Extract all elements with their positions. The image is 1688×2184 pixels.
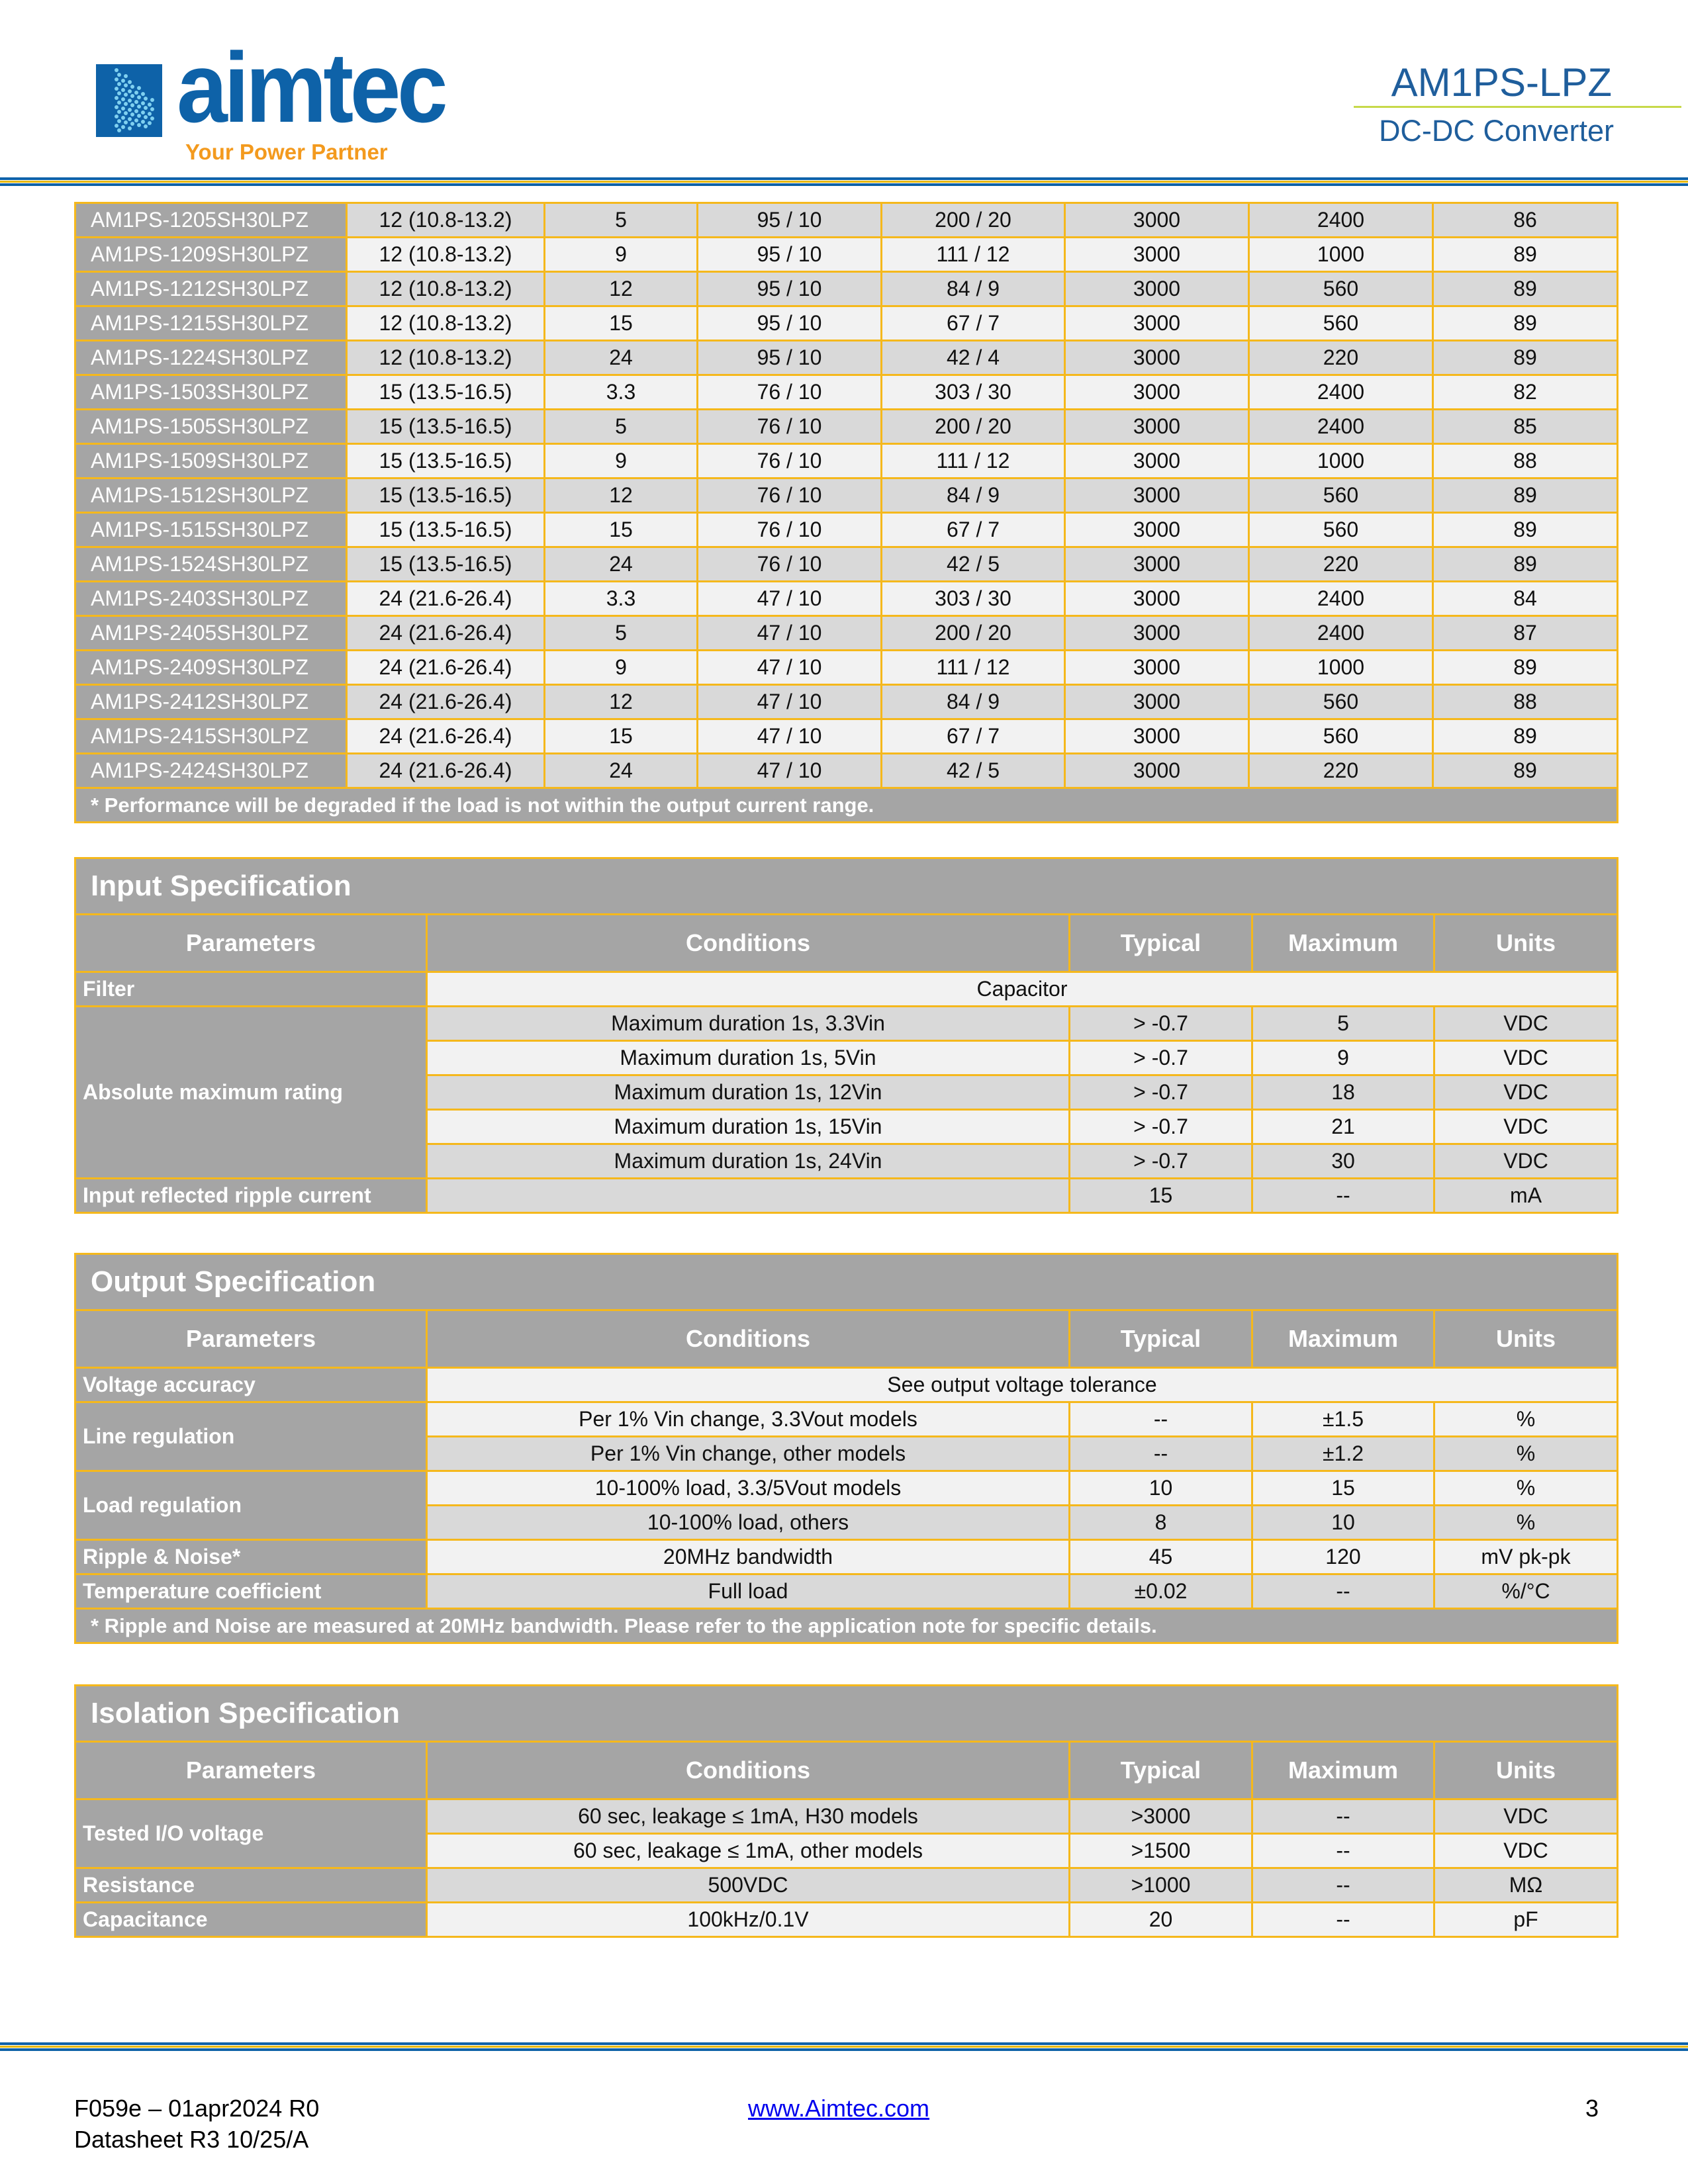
- table-row: [75, 616, 1618, 651]
- column-header: Units: [1434, 1742, 1618, 1799]
- units-cell: pF: [1434, 1903, 1618, 1937]
- parameter-label: Resistance: [75, 1868, 427, 1903]
- model-number-cell: AM1PS-1503SH30LPZ: [75, 375, 347, 410]
- column-header: Parameters: [75, 1742, 427, 1799]
- units-cell: %: [1434, 1506, 1618, 1540]
- table-cell: 12: [545, 272, 698, 306]
- maximum-cell: 21: [1252, 1110, 1434, 1144]
- units-cell: VDC: [1434, 1799, 1618, 1834]
- table-cell: 3000: [1065, 513, 1249, 547]
- table-cell: 3000: [1065, 375, 1249, 410]
- condition-cell: Full load: [427, 1574, 1070, 1609]
- typical-cell: 20: [1070, 1903, 1252, 1937]
- spec-value: See output voltage tolerance: [427, 1368, 1618, 1402]
- table-cell: 2400: [1249, 203, 1433, 238]
- table-cell: 3000: [1065, 341, 1249, 375]
- table-cell: 3000: [1065, 685, 1249, 719]
- table-cell: 95 / 10: [698, 203, 882, 238]
- table-cell: 89: [1433, 341, 1618, 375]
- table-row: [75, 719, 1618, 754]
- table-cell: 9: [545, 651, 698, 685]
- table-cell: 111 / 12: [882, 444, 1065, 478]
- column-header: Typical: [1070, 915, 1252, 972]
- condition-cell: Maximum duration 1s, 24Vin: [427, 1144, 1070, 1179]
- condition-cell: Per 1% Vin change, 3.3Vout models: [427, 1402, 1070, 1437]
- maximum-cell: --: [1252, 1834, 1434, 1868]
- table-row: [75, 203, 1618, 238]
- units-cell: mA: [1434, 1179, 1618, 1213]
- table-cell: 24 (21.6-26.4): [347, 719, 545, 754]
- table-cell: 111 / 12: [882, 238, 1065, 272]
- table-cell: 2400: [1249, 616, 1433, 651]
- model-number-cell: AM1PS-1205SH30LPZ: [75, 203, 347, 238]
- condition-cell: 10-100% load, others: [427, 1506, 1070, 1540]
- table-cell: 1000: [1249, 444, 1433, 478]
- table-cell: 303 / 30: [882, 375, 1065, 410]
- table-cell: 95 / 10: [698, 306, 882, 341]
- column-header: Maximum: [1252, 915, 1434, 972]
- typical-cell: --: [1070, 1437, 1252, 1471]
- table-cell: 5: [545, 616, 698, 651]
- table-cell: 24 (21.6-26.4): [347, 685, 545, 719]
- column-header: Maximum: [1252, 1742, 1434, 1799]
- table-cell: 95 / 10: [698, 272, 882, 306]
- footer-datasheet-rev: Datasheet R3 10/25/A: [74, 2126, 309, 2153]
- column-header: Maximum: [1252, 1310, 1434, 1368]
- parameter-label: Voltage accuracy: [75, 1368, 427, 1402]
- table-cell: 560: [1249, 719, 1433, 754]
- table-cell: 3000: [1065, 410, 1249, 444]
- table-cell: 89: [1433, 651, 1618, 685]
- table-row: [75, 306, 1618, 341]
- model-number-cell: AM1PS-2405SH30LPZ: [75, 616, 347, 651]
- table-cell: 47 / 10: [698, 754, 882, 788]
- model-number-cell: AM1PS-2412SH30LPZ: [75, 685, 347, 719]
- table-cell: 67 / 7: [882, 513, 1065, 547]
- typical-cell: --: [1070, 1402, 1252, 1437]
- isolation-specification-table: [74, 1684, 1618, 1938]
- table-cell: 15 (13.5-16.5): [347, 444, 545, 478]
- parameter-label: Filter: [75, 972, 427, 1007]
- table-row: [75, 478, 1618, 513]
- condition-cell: 100kHz/0.1V: [427, 1903, 1070, 1937]
- model-number-cell: AM1PS-1512SH30LPZ: [75, 478, 347, 513]
- section-title: Isolation Specification: [75, 1686, 1618, 1742]
- title-divider: [1354, 106, 1681, 108]
- table-cell: 84 / 9: [882, 685, 1065, 719]
- table-cell: 42 / 4: [882, 341, 1065, 375]
- footer-rule-top: [0, 2042, 1688, 2045]
- table-cell: 220: [1249, 547, 1433, 582]
- model-number-cell: AM1PS-2409SH30LPZ: [75, 651, 347, 685]
- model-number-cell: AM1PS-1209SH30LPZ: [75, 238, 347, 272]
- table-cell: 24: [545, 341, 698, 375]
- maximum-cell: --: [1252, 1179, 1434, 1213]
- table-cell: 84: [1433, 582, 1618, 616]
- website-link[interactable]: www.Aimtec.com: [748, 2095, 930, 2122]
- table-cell: 2400: [1249, 410, 1433, 444]
- table-cell: 2400: [1249, 582, 1433, 616]
- table-cell: 15: [545, 719, 698, 754]
- product-subtitle: DC-DC Converter: [1378, 114, 1614, 148]
- table-row: [75, 754, 1618, 788]
- units-cell: %: [1434, 1437, 1618, 1471]
- parameter-label: Load regulation: [75, 1471, 427, 1540]
- maximum-cell: --: [1252, 1868, 1434, 1903]
- typical-cell: >1000: [1070, 1868, 1252, 1903]
- units-cell: VDC: [1434, 1007, 1618, 1041]
- table-cell: 24 (21.6-26.4): [347, 651, 545, 685]
- section-title: Output Specification: [75, 1254, 1618, 1310]
- page-number: 3: [1585, 2095, 1599, 2122]
- typical-cell: > -0.7: [1070, 1110, 1252, 1144]
- typical-cell: >1500: [1070, 1834, 1252, 1868]
- logo-tagline: Your Power Partner: [185, 140, 388, 164]
- units-cell: %: [1434, 1402, 1618, 1437]
- table-cell: 200 / 20: [882, 410, 1065, 444]
- table-cell: 24: [545, 754, 698, 788]
- typical-cell: >3000: [1070, 1799, 1252, 1834]
- table-cell: 220: [1249, 341, 1433, 375]
- table-cell: 12: [545, 478, 698, 513]
- units-cell: VDC: [1434, 1144, 1618, 1179]
- column-header: Units: [1434, 915, 1618, 972]
- table-cell: 76 / 10: [698, 547, 882, 582]
- table-cell: 15 (13.5-16.5): [347, 547, 545, 582]
- condition-cell: Maximum duration 1s, 15Vin: [427, 1110, 1070, 1144]
- table-cell: 24 (21.6-26.4): [347, 616, 545, 651]
- table-cell: 3.3: [545, 375, 698, 410]
- model-number-cell: AM1PS-1515SH30LPZ: [75, 513, 347, 547]
- parameter-label: Tested I/O voltage: [75, 1799, 427, 1868]
- column-header: Units: [1434, 1310, 1618, 1368]
- table-cell: 9: [545, 444, 698, 478]
- table-cell: 200 / 20: [882, 203, 1065, 238]
- model-number-cell: AM1PS-2403SH30LPZ: [75, 582, 347, 616]
- table-cell: 47 / 10: [698, 719, 882, 754]
- footer-rule-bottom: [0, 2048, 1688, 2051]
- table-cell: 5: [545, 203, 698, 238]
- table-cell: 3000: [1065, 616, 1249, 651]
- footer-form-number: F059e – 01apr2024 R0: [74, 2095, 320, 2122]
- table-cell: 89: [1433, 513, 1618, 547]
- parameter-label: Ripple & Noise*: [75, 1540, 427, 1574]
- parameter-label: Capacitance: [75, 1903, 427, 1937]
- table-cell: 89: [1433, 478, 1618, 513]
- logo-wordmark: aimtec: [177, 32, 445, 143]
- table-cell: 47 / 10: [698, 616, 882, 651]
- table-cell: 1000: [1249, 238, 1433, 272]
- parameter-label: Line regulation: [75, 1402, 427, 1471]
- parameter-label: Temperature coefficient: [75, 1574, 427, 1609]
- typical-cell: > -0.7: [1070, 1041, 1252, 1075]
- condition-cell: 60 sec, leakage ≤ 1mA, H30 models: [427, 1799, 1070, 1834]
- typical-cell: 45: [1070, 1540, 1252, 1574]
- table-cell: 15: [545, 513, 698, 547]
- maximum-cell: --: [1252, 1799, 1434, 1834]
- units-cell: %: [1434, 1471, 1618, 1506]
- table-cell: 3000: [1065, 478, 1249, 513]
- table-row: [75, 444, 1618, 478]
- table-cell: 89: [1433, 754, 1618, 788]
- table-cell: 89: [1433, 306, 1618, 341]
- model-number-cell: AM1PS-2424SH30LPZ: [75, 754, 347, 788]
- column-header: Typical: [1070, 1742, 1252, 1799]
- table-cell: 89: [1433, 238, 1618, 272]
- table-cell: 200 / 20: [882, 616, 1065, 651]
- table-row: [75, 410, 1618, 444]
- header-rule-top: [0, 177, 1688, 180]
- maximum-cell: 5: [1252, 1007, 1434, 1041]
- column-header: Conditions: [427, 1310, 1070, 1368]
- table-cell: 24 (21.6-26.4): [347, 754, 545, 788]
- table-cell: 560: [1249, 306, 1433, 341]
- condition-cell: 60 sec, leakage ≤ 1mA, other models: [427, 1834, 1070, 1868]
- model-number-cell: AM1PS-1224SH30LPZ: [75, 341, 347, 375]
- table-cell: 2400: [1249, 375, 1433, 410]
- table-cell: 12 (10.8-13.2): [347, 306, 545, 341]
- typical-cell: 8: [1070, 1506, 1252, 1540]
- table-cell: 3000: [1065, 754, 1249, 788]
- table-cell: 84 / 9: [882, 478, 1065, 513]
- table-cell: 303 / 30: [882, 582, 1065, 616]
- table-row: [75, 238, 1618, 272]
- units-cell: VDC: [1434, 1075, 1618, 1110]
- table-cell: 3000: [1065, 547, 1249, 582]
- section-title: Input Specification: [75, 858, 1618, 915]
- typical-cell: > -0.7: [1070, 1144, 1252, 1179]
- condition-cell: [427, 1179, 1070, 1213]
- model-number-cell: AM1PS-1215SH30LPZ: [75, 306, 347, 341]
- typical-cell: > -0.7: [1070, 1075, 1252, 1110]
- units-cell: MΩ: [1434, 1868, 1618, 1903]
- table-cell: 89: [1433, 547, 1618, 582]
- spec-value: Capacitor: [427, 972, 1618, 1007]
- units-cell: %/°C: [1434, 1574, 1618, 1609]
- output-specification-table: [74, 1253, 1618, 1644]
- table-cell: 3000: [1065, 272, 1249, 306]
- table-row: [75, 513, 1618, 547]
- table-cell: 76 / 10: [698, 410, 882, 444]
- table-cell: 42 / 5: [882, 754, 1065, 788]
- table-cell: 67 / 7: [882, 306, 1065, 341]
- typical-cell: > -0.7: [1070, 1007, 1252, 1041]
- table-cell: 560: [1249, 513, 1433, 547]
- input-specification-table: [74, 857, 1618, 1214]
- model-number-cell: AM1PS-1212SH30LPZ: [75, 272, 347, 306]
- maximum-cell: ±1.5: [1252, 1402, 1434, 1437]
- column-header: Parameters: [75, 915, 427, 972]
- header-rule-bottom: [0, 183, 1688, 186]
- parameter-label: Absolute maximum rating: [75, 1007, 427, 1179]
- table-cell: 560: [1249, 685, 1433, 719]
- table-cell: 3000: [1065, 582, 1249, 616]
- units-cell: mV pk-pk: [1434, 1540, 1618, 1574]
- table-cell: 111 / 12: [882, 651, 1065, 685]
- table-cell: 3.3: [545, 582, 698, 616]
- table-footnote: * Performance will be degraded if the load is not within the output current range.: [75, 788, 1618, 823]
- table-cell: 15 (13.5-16.5): [347, 410, 545, 444]
- table-cell: 67 / 7: [882, 719, 1065, 754]
- maximum-cell: 10: [1252, 1506, 1434, 1540]
- units-cell: VDC: [1434, 1110, 1618, 1144]
- table-cell: 42 / 5: [882, 547, 1065, 582]
- maximum-cell: --: [1252, 1903, 1434, 1937]
- typical-cell: 15: [1070, 1179, 1252, 1213]
- table-cell: 76 / 10: [698, 375, 882, 410]
- column-header: Conditions: [427, 1742, 1070, 1799]
- condition-cell: Maximum duration 1s, 3.3Vin: [427, 1007, 1070, 1041]
- table-cell: 560: [1249, 272, 1433, 306]
- table-cell: 9: [545, 238, 698, 272]
- table-row: [75, 651, 1618, 685]
- table-cell: 24: [545, 547, 698, 582]
- model-number-cell: AM1PS-1509SH30LPZ: [75, 444, 347, 478]
- units-cell: VDC: [1434, 1834, 1618, 1868]
- header-rule-mid: [0, 181, 1688, 183]
- table-cell: 85: [1433, 410, 1618, 444]
- table-cell: 76 / 10: [698, 444, 882, 478]
- footer-rule-mid: [0, 2046, 1688, 2048]
- model-number-cell: AM1PS-1524SH30LPZ: [75, 547, 347, 582]
- table-cell: 220: [1249, 754, 1433, 788]
- condition-cell: Maximum duration 1s, 5Vin: [427, 1041, 1070, 1075]
- table-cell: 88: [1433, 685, 1618, 719]
- table-cell: 24 (21.6-26.4): [347, 582, 545, 616]
- table-cell: 47 / 10: [698, 651, 882, 685]
- condition-cell: 500VDC: [427, 1868, 1070, 1903]
- table-cell: 3000: [1065, 444, 1249, 478]
- condition-cell: Maximum duration 1s, 12Vin: [427, 1075, 1070, 1110]
- table-cell: 1000: [1249, 651, 1433, 685]
- table-cell: 5: [545, 410, 698, 444]
- table-row: [75, 272, 1618, 306]
- table-cell: 3000: [1065, 238, 1249, 272]
- column-header: Conditions: [427, 915, 1070, 972]
- table-row: [75, 341, 1618, 375]
- table-cell: 560: [1249, 478, 1433, 513]
- table-row: [75, 685, 1618, 719]
- logo-mark-icon: [96, 64, 162, 137]
- maximum-cell: 120: [1252, 1540, 1434, 1574]
- table-footnote: * Ripple and Noise are measured at 20MHz bandwidth. Please refer to the application note for specific details.: [75, 1609, 1618, 1643]
- typical-cell: ±0.02: [1070, 1574, 1252, 1609]
- table-cell: 12: [545, 685, 698, 719]
- condition-cell: 20MHz bandwidth: [427, 1540, 1070, 1574]
- table-cell: 76 / 10: [698, 513, 882, 547]
- parameter-label: Input reflected ripple current: [75, 1179, 427, 1213]
- table-cell: 12 (10.8-13.2): [347, 341, 545, 375]
- table-cell: 88: [1433, 444, 1618, 478]
- table-cell: 3000: [1065, 651, 1249, 685]
- table-cell: 87: [1433, 616, 1618, 651]
- maximum-cell: ±1.2: [1252, 1437, 1434, 1471]
- table-cell: 15 (13.5-16.5): [347, 375, 545, 410]
- footer-website: [748, 2095, 929, 2122]
- column-header: Parameters: [75, 1310, 427, 1368]
- model-number-cell: AM1PS-2415SH30LPZ: [75, 719, 347, 754]
- product-title: AM1PS-LPZ: [1391, 60, 1612, 105]
- maximum-cell: 30: [1252, 1144, 1434, 1179]
- table-cell: 89: [1433, 719, 1618, 754]
- table-cell: 3000: [1065, 203, 1249, 238]
- maximum-cell: 15: [1252, 1471, 1434, 1506]
- maximum-cell: 9: [1252, 1041, 1434, 1075]
- table-cell: 47 / 10: [698, 685, 882, 719]
- typical-cell: 10: [1070, 1471, 1252, 1506]
- table-cell: 12 (10.8-13.2): [347, 238, 545, 272]
- model-selection-table: [74, 202, 1618, 823]
- aimtec-logo: [96, 32, 445, 169]
- table-cell: 82: [1433, 375, 1618, 410]
- table-cell: 15 (13.5-16.5): [347, 513, 545, 547]
- table-cell: 76 / 10: [698, 478, 882, 513]
- model-number-cell: AM1PS-1505SH30LPZ: [75, 410, 347, 444]
- column-header: Typical: [1070, 1310, 1252, 1368]
- condition-cell: 10-100% load, 3.3/5Vout models: [427, 1471, 1070, 1506]
- table-cell: 95 / 10: [698, 341, 882, 375]
- table-cell: 95 / 10: [698, 238, 882, 272]
- table-cell: 84 / 9: [882, 272, 1065, 306]
- units-cell: VDC: [1434, 1041, 1618, 1075]
- table-cell: 89: [1433, 272, 1618, 306]
- table-cell: 15: [545, 306, 698, 341]
- table-cell: 15 (13.5-16.5): [347, 478, 545, 513]
- table-cell: 12 (10.8-13.2): [347, 203, 545, 238]
- table-cell: 3000: [1065, 719, 1249, 754]
- table-row: [75, 582, 1618, 616]
- table-cell: 47 / 10: [698, 582, 882, 616]
- table-cell: 3000: [1065, 306, 1249, 341]
- table-cell: 12 (10.8-13.2): [347, 272, 545, 306]
- table-row: [75, 547, 1618, 582]
- maximum-cell: --: [1252, 1574, 1434, 1609]
- table-cell: 86: [1433, 203, 1618, 238]
- condition-cell: Per 1% Vin change, other models: [427, 1437, 1070, 1471]
- maximum-cell: 18: [1252, 1075, 1434, 1110]
- table-row: [75, 375, 1618, 410]
